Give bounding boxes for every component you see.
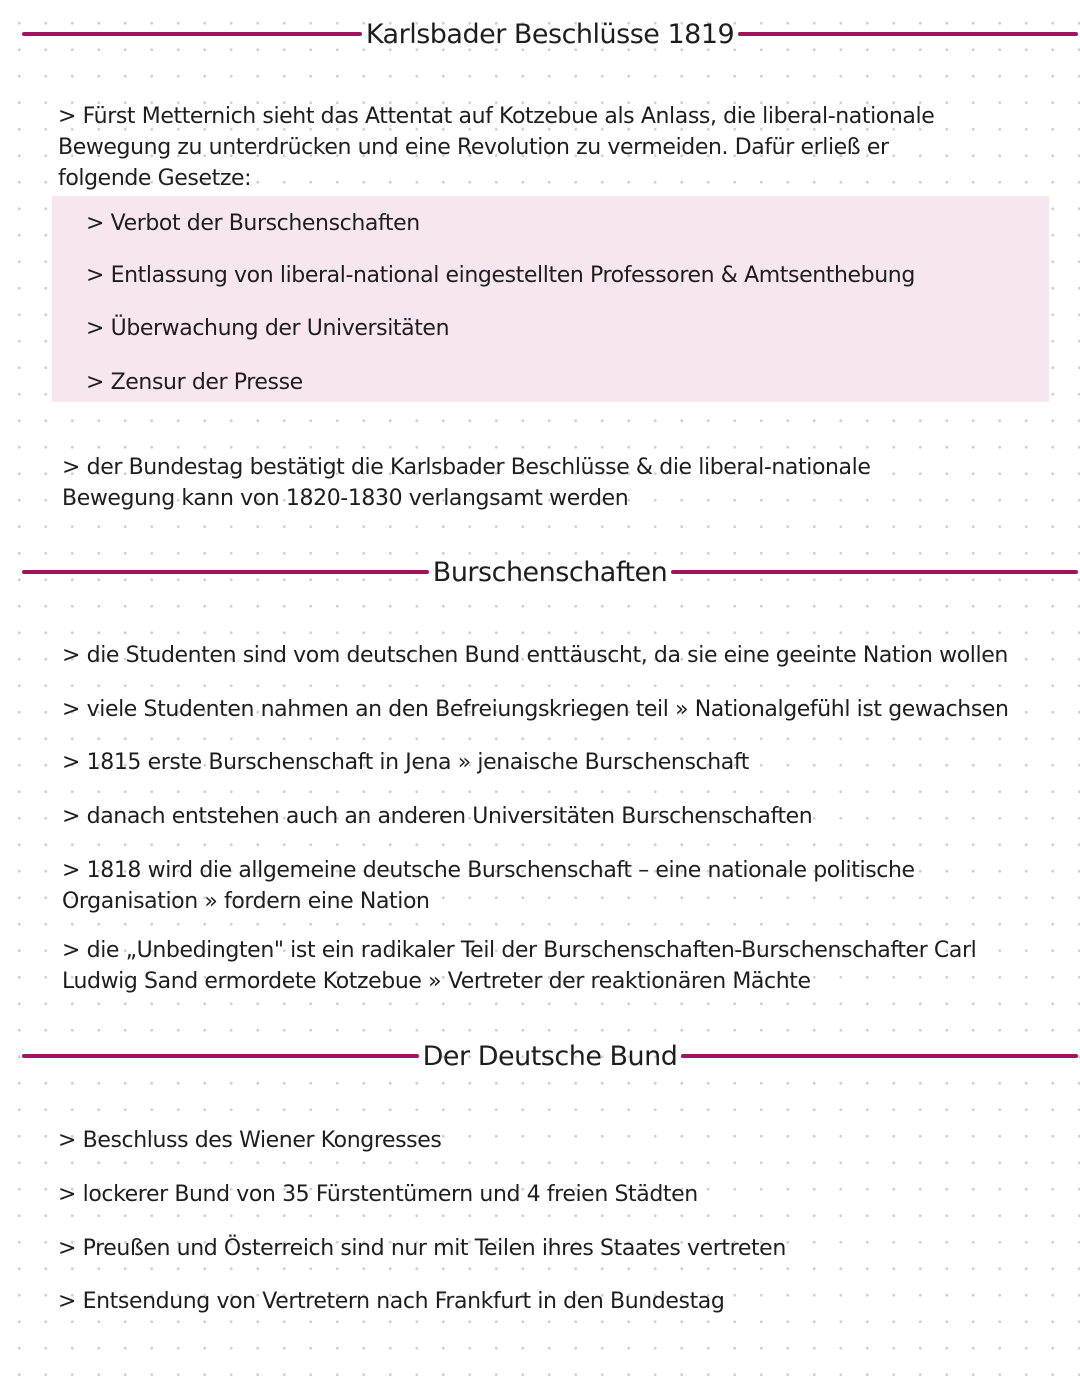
section-header-bund [22,1036,1078,1076]
header-rule-left [22,32,362,36]
list-item: > 1818 wird die allgemeine deutsche Burschenschaft – eine nationale politische Organisation » fordern eine Nation [62,858,915,914]
list-item: > Preußen und Österreich sind nur mit Teilen ihres Staates vertreten [58,1236,786,1261]
list-item: > Beschluss des Wiener Kongresses [58,1128,442,1153]
section-header-burschenschaften [22,552,1078,592]
list-item: > die „Unbedingten" ist ein radikaler Teil der Burschenschaften-Burschenschafter Carl Ludwig Sand ermordete Kotzebue » Vertreter der reaktionären Mächte [62,938,977,994]
section-title-karlsbad: Karlsbader Beschlüsse 1819 [365,18,735,50]
section-title-bund: Der Deutsche Bund [422,1040,678,1072]
section-header-karlsbad [22,14,1078,54]
list-item: > viele Studenten nahmen an den Befreiungskriegen teil » Nationalgefühl ist gewachsen [62,697,1009,722]
list-item: > lockerer Bund von 35 Fürstentümern und 4 freien Städten [58,1182,698,1207]
header-rule-right [738,32,1078,36]
list-item: > Entsendung von Vertretern nach Frankfurt in den Bundestag [58,1289,725,1314]
header-rule-left [22,1054,419,1058]
law-item: > Zensur der Presse [86,370,303,395]
section-title-burschenschaften: Burschenschaften [432,556,668,588]
karlsbad-outro: > der Bundestag bestätigt die Karlsbader Beschlüsse & die liberal-nationale Bewegung kann von 1820-1830 verlangsamt werden [62,455,871,511]
list-item: > 1815 erste Burschenschaft in Jena » jenaische Burschenschaft [62,750,750,775]
law-item: > Verbot der Burschenschaften [86,211,420,236]
karlsbad-intro: > Fürst Metternich sieht das Attentat auf Kotzebue als Anlass, die liberal-nationale Bewegung zu unterdrücken und eine Revolution zu vermeiden. Dafür erließ er folgende Gesetze: [58,104,935,191]
law-item: > Überwachung der Universitäten [86,316,450,341]
header-rule-left [22,570,429,574]
list-item: > die Studenten sind vom deutschen Bund enttäuscht, da sie eine geeinte Nation wollen [62,643,1008,668]
list-item: > danach entstehen auch an anderen Universitäten Burschenschaften [62,804,813,829]
law-item: > Entlassung von liberal-national eingestellten Professoren & Amtsenthebung [86,263,915,288]
header-rule-right [681,1054,1078,1058]
header-rule-right [671,570,1078,574]
